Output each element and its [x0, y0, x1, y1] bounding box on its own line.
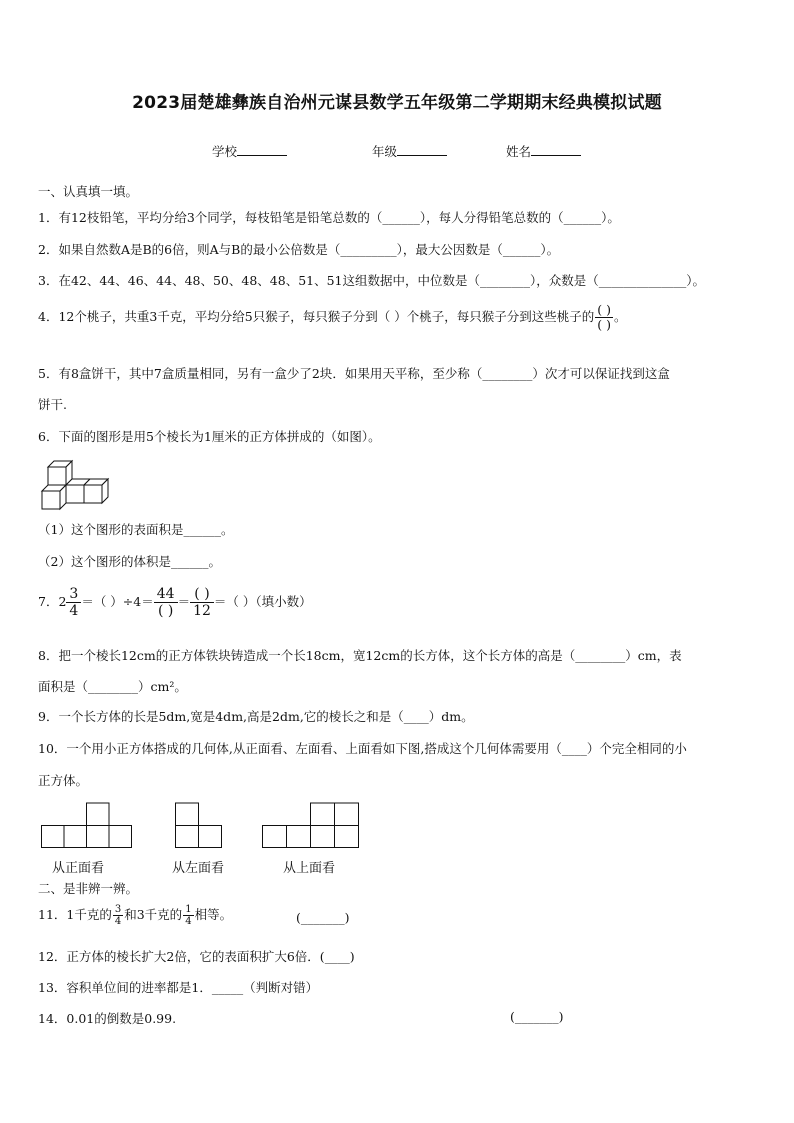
fraction-numerator: 44 — [154, 586, 178, 603]
fraction-denominator: 4 — [185, 916, 192, 927]
fraction-denominator: ( ) — [157, 603, 174, 620]
question-5-line-2: 饼干. — [38, 397, 67, 412]
section-1-heading: 一、认真填一填。 — [38, 184, 139, 199]
front-view-diagram — [41, 802, 133, 848]
fraction-denominator: 4 — [69, 603, 79, 620]
grade-field — [372, 142, 447, 160]
left-view-caption: 从左面看 — [172, 861, 225, 876]
question-4-end: 。 — [613, 308, 627, 324]
fraction-44 — [154, 586, 178, 619]
question-13: 13．容积单位间的进率都是1．_____（判断对错） — [38, 980, 319, 995]
question-2: 2．如果自然数A是B的6倍，则A与B的最小公倍数是（_________），最大公因数是（______）。 — [38, 242, 560, 257]
mixed-fraction — [66, 586, 81, 619]
cube-figure — [38, 455, 118, 510]
question-11-part-b: 和3千克的 — [124, 907, 183, 922]
section-2-heading: 二、是非辨一辨。 — [38, 881, 139, 896]
question-1: 1．有12枝铅笔，平均分给3个同学，每枝铅笔是铅笔总数的（______），每人分得铅笔总数的（______）。 — [38, 210, 620, 225]
question-4-fraction — [595, 303, 613, 332]
question-11-answer: (_______) — [296, 910, 350, 925]
question-7-mid-2: ＝ — [177, 594, 191, 610]
name-blank — [531, 143, 581, 156]
question-6-sub-1: （1）这个图形的表面积是______。 — [38, 522, 234, 537]
fraction-three-quarters — [113, 904, 123, 927]
question-11-part-a: 11．1千克的 — [38, 907, 112, 922]
school-blank — [237, 143, 287, 156]
question-11-part-c: 相等。 — [194, 907, 233, 922]
question-6-sub-2: （2）这个图形的体积是______。 — [38, 554, 221, 569]
name-label: 姓名 — [506, 144, 532, 159]
question-10-line-1: 10．一个用小正方体搭成的几何体,从正面看、左面看、上面看如下图,搭成这个几何体需要用（____）个完全相同的小 — [38, 741, 687, 756]
school-label: 学校 — [212, 144, 238, 159]
question-12: 12．正方体的棱长扩大2倍，它的表面积扩大6倍．(____) — [38, 949, 355, 964]
top-view-caption: 从上面看 — [283, 861, 336, 876]
fraction-denominator: ( ) — [597, 316, 611, 332]
fraction-numerator: ( ) — [597, 302, 611, 317]
question-7-mid-1: ＝（ ）÷4＝ — [81, 594, 154, 610]
fraction-numerator: 1 — [185, 904, 192, 915]
left-view-diagram — [175, 802, 223, 848]
question-7-suffix: ＝（ ）（填小数） — [213, 594, 312, 610]
grade-blank — [397, 143, 447, 156]
question-9: 9．一个长方体的长是5dm,宽是4dm,高是2dm,它的棱长之和是（____）dm。 — [38, 709, 474, 724]
page-title: 2023届楚雄彝族自治州元谋县数学五年级第二学期期末经典模拟试题 — [132, 93, 662, 113]
question-14-answer: (_______) — [510, 1009, 564, 1024]
question-11 — [38, 904, 232, 927]
question-3: 3．在42、44、46、44、48、50、48、48、51、51这组数据中，中位数是（________），众数是（______________）。 — [38, 273, 706, 288]
question-8-line-1: 8．把一个棱长12cm的正方体铁块铸造成一个长18cm，宽12cm的长方体，这个长方体的高是（________）cm，表 — [38, 648, 682, 663]
fraction-numerator: 3 — [114, 904, 122, 915]
front-view-caption: 从正面看 — [52, 861, 105, 876]
top-view-diagram — [262, 802, 362, 848]
question-10-line-2: 正方体。 — [38, 773, 89, 788]
fraction-one-quarter — [183, 904, 193, 927]
question-8-line-2: 面积是（________）cm²。 — [38, 679, 187, 694]
school-field — [212, 142, 287, 160]
question-4 — [38, 303, 627, 332]
question-7-prefix: 7．2 — [38, 594, 67, 610]
fraction-numerator: ( ) — [190, 586, 214, 603]
fraction-numerator: 3 — [66, 586, 81, 603]
question-14: 14．0.01的倒数是0.99. — [38, 1011, 177, 1026]
question-7 — [38, 586, 312, 619]
fraction-denominator: 4 — [114, 916, 122, 927]
question-6: 6．下面的图形是用5个棱长为1厘米的正方体拼成的（如图）。 — [38, 429, 381, 444]
fraction-denominator: 12 — [193, 603, 211, 620]
name-field — [506, 142, 581, 160]
grade-label: 年级 — [372, 144, 398, 159]
question-4-text: 4．12个桃子，共重3千克，平均分给5只猴子，每只猴子分到（ ）个桃子，每只猴子分到这些桃子的 — [38, 308, 595, 324]
fraction-12 — [190, 586, 214, 619]
question-5-line-1: 5．有8盒饼干，其中7盒质量相同，另有一盒少了2块．如果用天平称，至少称（________）次才可以保证找到这盒 — [38, 366, 670, 381]
